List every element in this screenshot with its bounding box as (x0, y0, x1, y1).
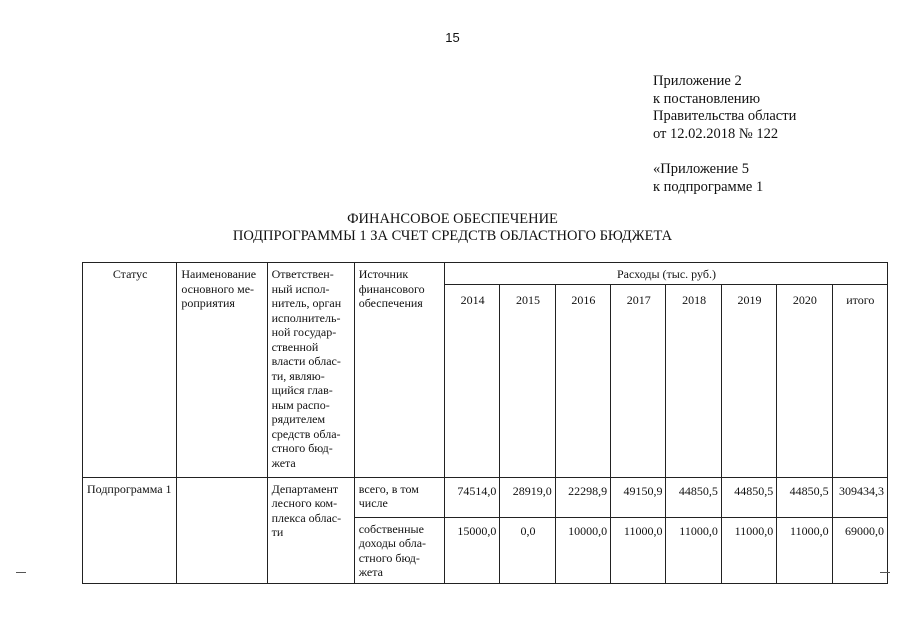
header-year: 2019 (721, 284, 776, 477)
header-year: 2014 (444, 284, 499, 477)
table-cell: 11000,0 (721, 517, 776, 583)
financing-table (82, 262, 888, 584)
table-cell: 74514,0 (444, 477, 499, 517)
table-cell: 0,0 (500, 517, 555, 583)
header-year: 2015 (500, 284, 555, 477)
table-cell: 44850,5 (721, 477, 776, 517)
appendix-gap (653, 143, 796, 161)
header-total: итого (832, 284, 887, 477)
header-name: Наименование основного ме-роприятия (177, 263, 267, 478)
table-cell: 309434,3 (832, 477, 887, 517)
margin-mark-right (880, 572, 890, 573)
appendix-line-1: Приложение 2 (653, 73, 742, 89)
row-source: собственные доходы обла-стного бюд-жета (354, 517, 444, 583)
title-line-2: ПОДПРОГРАММЫ 1 ЗА СЧЕТ СРЕДСТВ ОБЛАСТНОГО БЮДЖЕТА (232, 228, 673, 244)
row-executor: Департамент лесного ком-плекса облас-ти (267, 477, 354, 583)
row-source: всего, в том числе (354, 477, 444, 517)
margin-mark-left (16, 572, 26, 573)
header-year: 2016 (555, 284, 610, 477)
header-executor: Ответствен-ный испол-нитель, орган исполнитель-ной государ-ственной власти облас-ти, являю-щийся глав-ным распо-рядителем средств обла-стного бюд-жета (267, 263, 354, 478)
page-number: 15 (445, 30, 460, 45)
table-row (83, 477, 888, 517)
table-cell: 11000,0 (777, 517, 832, 583)
table-cell: 44850,5 (777, 477, 832, 517)
header-status: Статус (83, 263, 177, 478)
table-cell: 28919,0 (500, 477, 555, 517)
table-cell: 69000,0 (832, 517, 887, 583)
row-name (177, 477, 267, 583)
title-line-1: ФИНАНСОВОЕ ОБЕСПЕЧЕНИЕ (347, 211, 558, 227)
appendix-line-3: Правительства области (653, 108, 797, 124)
appendix-line-2: к постановлению (653, 90, 761, 107)
appendix-block (653, 73, 796, 196)
document-title (0, 211, 905, 245)
table-cell: 11000,0 (666, 517, 721, 583)
header-source: Источник финансового обеспечения (354, 263, 444, 478)
appendix-line-4: от 12.02.2018 № 122 (653, 125, 779, 142)
header-row (83, 263, 888, 285)
appendix-line-6: к подпрограмме 1 (653, 178, 764, 195)
header-year: 2018 (666, 284, 721, 477)
header-year: 2017 (611, 284, 666, 477)
appendix-line-5: «Приложение 5 (653, 161, 749, 177)
table-cell: 22298,9 (555, 477, 610, 517)
table-cell: 10000,0 (555, 517, 610, 583)
row-status: Подпрограмма 1 (83, 477, 177, 583)
table-cell: 11000,0 (611, 517, 666, 583)
table-cell: 15000,0 (444, 517, 499, 583)
header-expenses: Расходы (тыс. руб.) (444, 263, 887, 285)
header-year: 2020 (777, 284, 832, 477)
table-cell: 49150,9 (611, 477, 666, 517)
table-cell: 44850,5 (666, 477, 721, 517)
